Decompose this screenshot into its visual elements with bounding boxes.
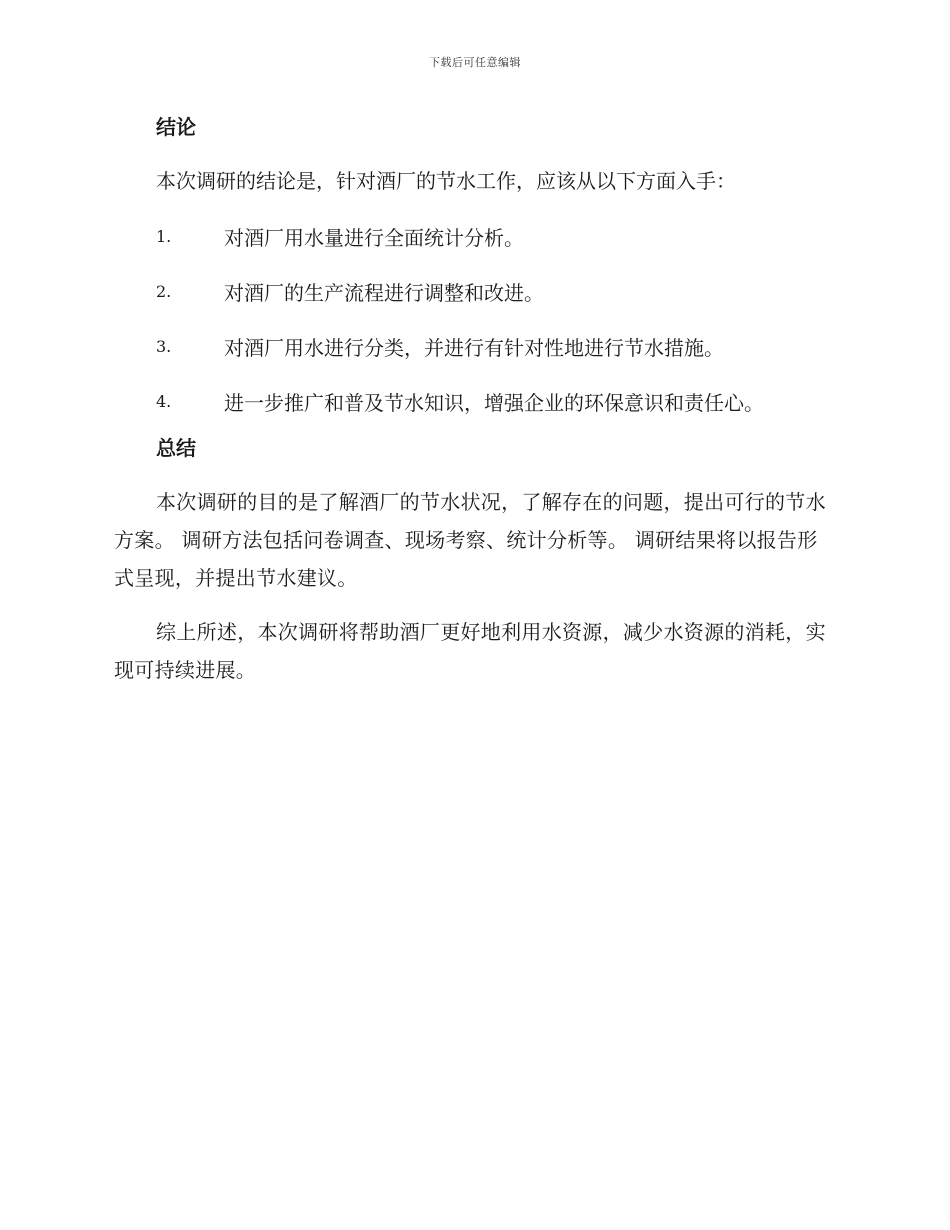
conclusion-intro: 本次调研的结论是，针对酒厂的节水工作，应该从以下方面入手： (156, 169, 736, 193)
list-item-text: 对酒厂用水进行分类，并进行有针对性地进行节水措施。 (224, 335, 724, 360)
summary-paragraph: 综上所述，本次调研将帮助酒厂更好地利用水资源，减少水资源的消耗，实现可持续进展。 (114, 620, 826, 682)
list-item (114, 327, 834, 365)
summary-paragraph: 本次调研的目的是了解酒厂的节水状况，了解存在的问题，提出可行的节水方案。 调研方法包括问卷调查、现场考察、统计分析等。 调研结果将以报告形式呈现，并提出节水建议。 (114, 490, 826, 590)
list-item-text: 对酒厂用水量进行全面统计分析。 (224, 225, 524, 250)
summary-heading: 总结 (156, 436, 196, 460)
list-item-number: 3. (156, 336, 172, 356)
list-item-number: 2. (156, 281, 172, 301)
list-item (114, 217, 834, 255)
list-item-number: 1. (156, 226, 172, 246)
document-body (114, 108, 834, 689)
conclusion-list (114, 217, 834, 420)
list-item-number: 4. (156, 391, 172, 411)
list-item (114, 382, 834, 420)
list-item-text: 进一步推广和普及节水知识，增强企业的环保意识和责任心。 (224, 390, 764, 415)
list-item (114, 272, 834, 310)
list-item-text: 对酒厂的生产流程进行调整和改进。 (224, 280, 544, 305)
header-note: 下载后可任意编辑 (429, 56, 521, 69)
conclusion-heading: 结论 (156, 115, 196, 139)
